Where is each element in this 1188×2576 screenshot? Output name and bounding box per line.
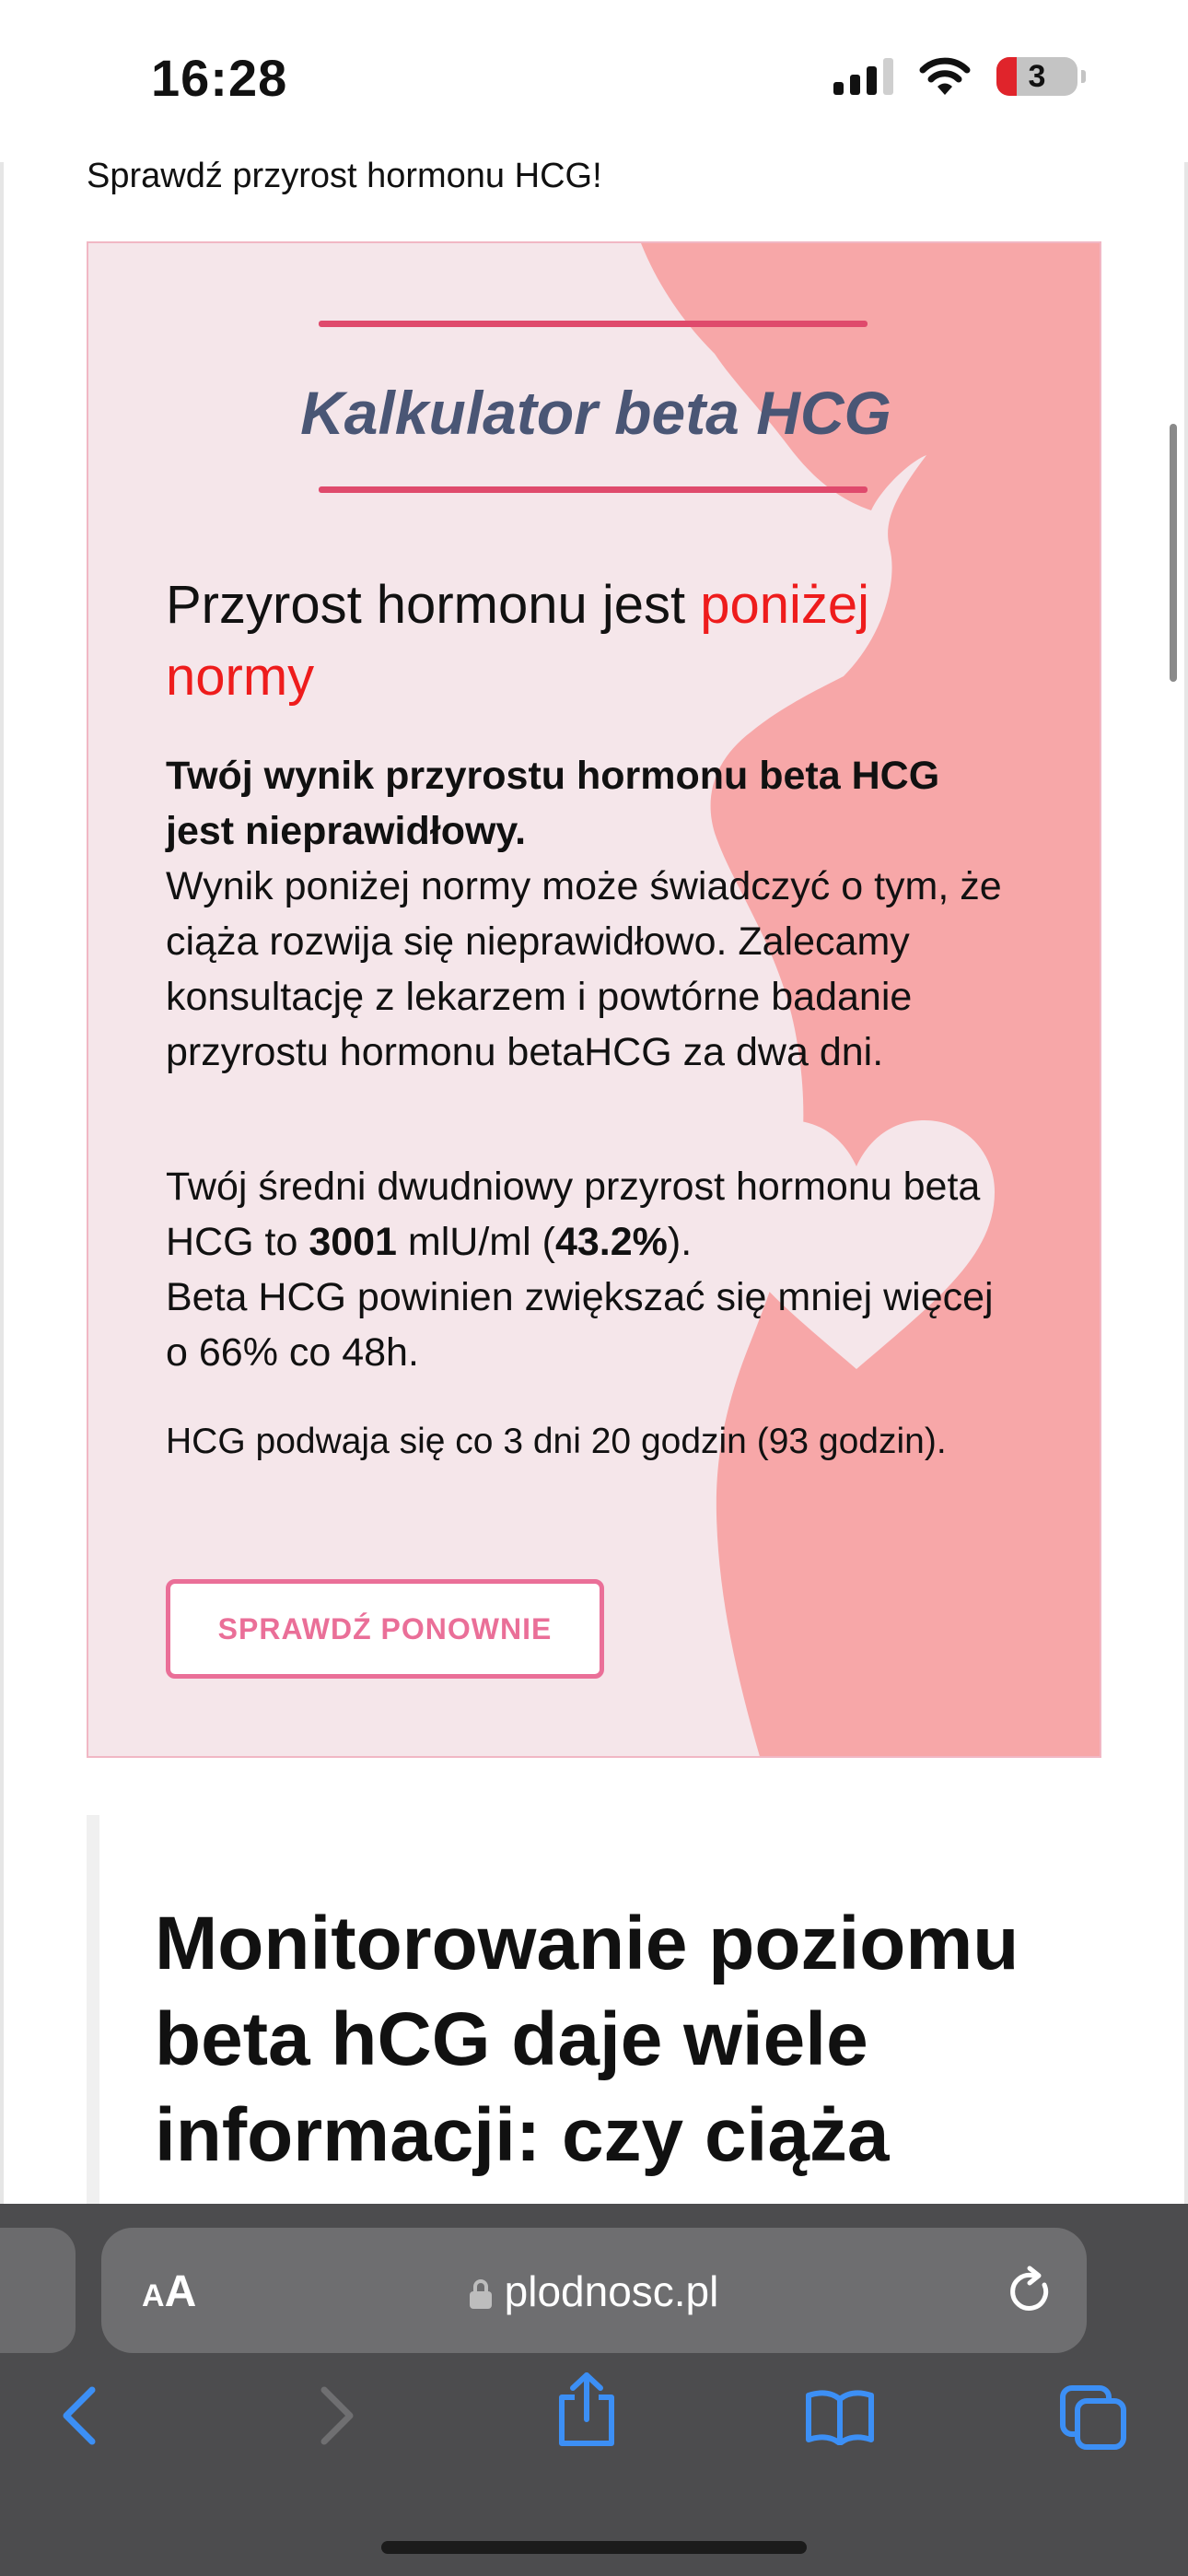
result-bold-text: Twój wynik przyrostu hormonu beta HCG jest nieprawidłowy. — [166, 754, 940, 853]
article-quote-bar — [87, 1815, 99, 2211]
average-growth-label: Twój średni dwudniowy przyrost hormonu beta HCG to — [166, 1165, 981, 1264]
tabs-icon[interactable] — [1059, 2384, 1127, 2451]
intro-text: Sprawdź przyrost hormonu HCG! — [87, 157, 602, 195]
result-heading — [166, 569, 995, 713]
share-icon[interactable] — [556, 2370, 617, 2449]
result-heading-text: Przyrost hormonu jest — [166, 575, 701, 635]
browser-bottom-bar — [0, 2204, 1188, 2576]
previous-tab-preview[interactable] — [0, 2228, 76, 2353]
battery-level: 3 — [1028, 58, 1046, 94]
bookmarks-icon[interactable] — [805, 2388, 875, 2445]
check-again-button[interactable]: SPRAWDŹ PONOWNIE — [166, 1579, 604, 1679]
signal-icon — [833, 58, 893, 95]
title-divider-top — [319, 321, 868, 327]
calculator-card — [87, 241, 1101, 1758]
norm-text: Beta HCG powinien zwiększać się mniej więcej o 66% co 48h. — [166, 1275, 994, 1375]
article-heading: Monitorowanie poziomu beta hCG daje wiele informacji: czy ciąża — [155, 1902, 1019, 2177]
scroll-indicator[interactable] — [1170, 424, 1177, 682]
url-display[interactable] — [101, 2266, 1087, 2316]
status-bar — [0, 0, 1188, 162]
result-body-text: Wynik poniżej normy może świadczyć o tym, że ciąża rozwija się nieprawidłowo. Zalecamy konsultację z lekarzem i powtórne badanie przyrostu hormonu betaHCG za dwa dni. — [166, 864, 1002, 1074]
average-growth-unit: mlU/ml ( — [396, 1220, 555, 1264]
title-divider-bottom — [319, 486, 868, 493]
result-heading-highlight: poniżej normy — [166, 575, 870, 707]
reload-icon[interactable] — [1006, 2265, 1054, 2316]
home-indicator[interactable] — [381, 2541, 807, 2554]
average-growth-text — [166, 1159, 1013, 1380]
url-text: plodnosc.pl — [504, 2267, 719, 2315]
doubling-time-text: HCG podwaja się co 3 dni 20 godzin (93 godzin). — [166, 1422, 947, 1461]
page-edge-left — [0, 162, 4, 2207]
result-description — [166, 748, 1013, 1080]
page-edge-right — [1184, 162, 1188, 2207]
address-bar[interactable] — [101, 2228, 1087, 2353]
wifi-icon — [919, 57, 971, 96]
back-icon[interactable] — [59, 2384, 99, 2447]
forward-icon[interactable] — [317, 2384, 357, 2447]
battery-icon — [996, 57, 1077, 96]
status-icons — [833, 57, 1077, 96]
text-size-button[interactable]: AA — [142, 2267, 197, 2316]
status-time: 16:28 — [151, 49, 288, 107]
average-growth-percent: 43.2% — [554, 1220, 668, 1264]
average-growth-end: ). — [667, 1220, 693, 1264]
lock-icon — [470, 2279, 492, 2309]
calculator-title: Kalkulator beta HCG — [300, 379, 891, 447]
average-growth-value: 3001 — [309, 1220, 397, 1264]
